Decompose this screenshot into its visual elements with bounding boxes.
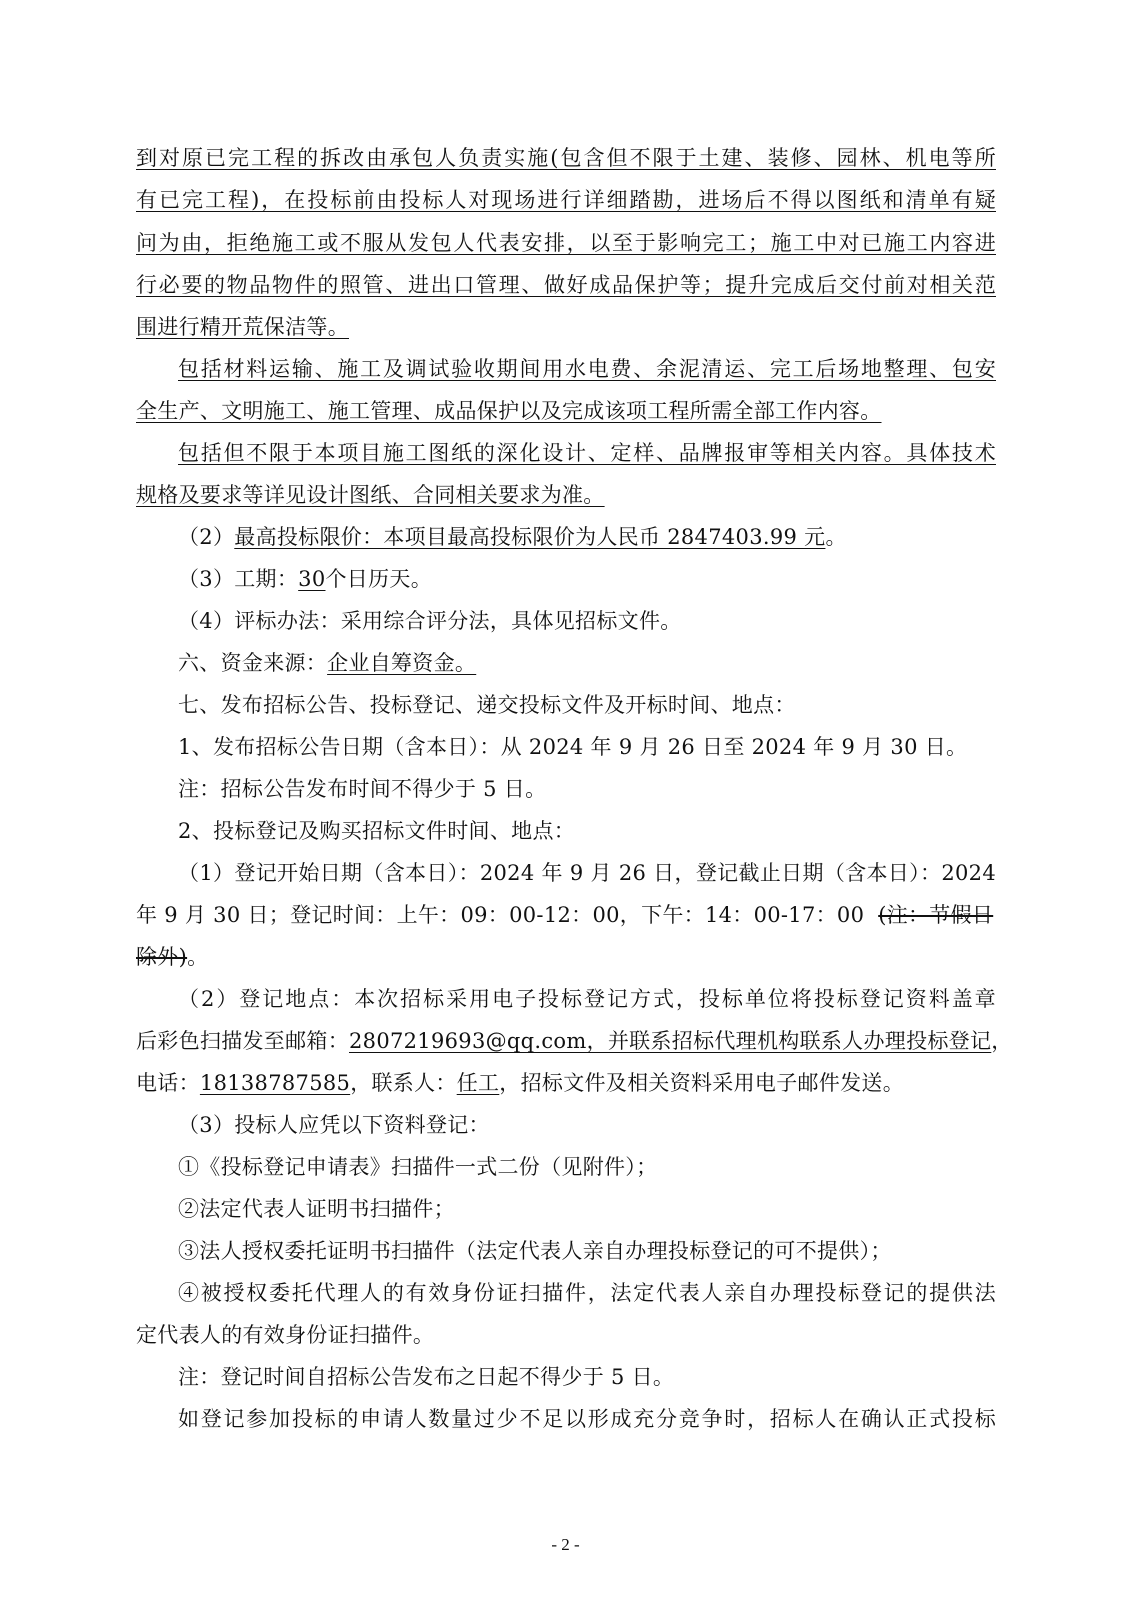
materials-title: （3）投标人应凭以下资料登记： xyxy=(178,1113,490,1137)
material-item: ④被授权委托代理人的有效身份证扫描件，法定代表人亲自办理投标登记的提供法 xyxy=(178,1281,996,1305)
material-item: 定代表人的有效身份证扫描件。 xyxy=(136,1323,435,1347)
reg-place-line: 后彩色扫描发至邮箱：2807219693@qq.com，并联系招标代理机构联系人办理投标登记， xyxy=(136,1029,1013,1053)
body-line: 全生产、文明施工、施工管理、成品保护以及完成该项工程所需全部工作内容。 xyxy=(136,399,882,423)
body-line: 到对原已完工程的拆改由承包人负责实施(包含但不限于土建、装修、园林、机电等所 xyxy=(136,146,996,170)
announce-note-line: 注：招标公告发布时间不得少于 5 日。 xyxy=(178,777,547,801)
body-line: 包括但不限于本项目施工图纸的深化设计、定样、品牌报审等相关内容。具体技术 xyxy=(178,441,996,465)
body-line: 围进行精开荒保洁等。 xyxy=(136,315,349,339)
page-number: - 2 - xyxy=(551,1535,580,1554)
body-line: 行必要的物品物件的照管、进出口管理、做好成品保护等；提升完成后交付前对相关范 xyxy=(136,273,996,297)
funding-value: 企业自筹资金。 xyxy=(327,651,477,675)
reg-time-line: 年 9 月 30 日；登记时间：上午：09：00-12：00，下午：14：00-17：00 (注：节假日 xyxy=(136,903,994,927)
contact-name: 任工 xyxy=(456,1071,500,1095)
section-title: 七、发布招标公告、投标登记、递交投标文件及开标时间、地点： xyxy=(178,693,796,717)
evaluation-line: （4）评标办法：采用综合评分法，具体见招标文件。 xyxy=(178,609,682,633)
duration-days: 30 xyxy=(298,567,326,591)
body-line: 规格及要求等详见设计图纸、合同相关要求为准。 xyxy=(136,483,605,507)
phone-number: 18138787585 xyxy=(199,1071,351,1095)
struck-text: 除外) xyxy=(136,945,188,969)
reg-note-line: 注：登记时间自招标公告发布之日起不得少于 5 日。 xyxy=(178,1365,675,1389)
max-price-value: 最高投标限价：本项目最高投标限价为人民币 2847403.99 元 xyxy=(234,525,826,549)
announce-date-line: 1、发布招标公告日期（含本日）：从 2024 年 9 月 26 日至 2024 年 9 月 30 日。 xyxy=(178,735,968,759)
reg-place-line: 电话：18138787585，联系人：任工，招标文件及相关资料采用电子邮件发送。 xyxy=(136,1071,904,1095)
registration-title: 2、投标登记及购买招标文件时间、地点： xyxy=(178,819,576,843)
funding-line: 六、资金来源：企业自筹资金。 xyxy=(178,651,477,675)
body-line: 包括材料运输、施工及调试验收期间用水电费、余泥清运、完工后场地整理、包安 xyxy=(178,357,996,381)
reg-time-line: （1）登记开始日期（含本日）：2024 年 9 月 26 日，登记截止日期（含本日）：2024 xyxy=(178,861,996,885)
body-line: 如登记参加投标的申请人数量过少不足以形成充分竞争时，招标人在确认正式投标 xyxy=(178,1407,996,1431)
struck-text: (注：节假日 xyxy=(878,903,994,927)
reg-place-line: （2）登记地点：本次招标采用电子投标登记方式，投标单位将投标登记资料盖章 xyxy=(178,987,996,1011)
email-address: 2807219693@qq.com，并联系招标代理机构联系人办理投标登记 xyxy=(349,1029,992,1053)
body-line: 问为由，拒绝施工或不服从发包人代表安排，以至于影响完工；施工中对已施工内容进 xyxy=(136,231,996,255)
body-line: 有已完工程)，在投标前由投标人对现场进行详细踏勘，进场后不得以图纸和清单有疑 xyxy=(136,188,996,212)
reg-time-line: 除外)。 xyxy=(136,945,209,969)
material-item: ③法人授权委托证明书扫描件（法定代表人亲自办理投标登记的可不提供）； xyxy=(178,1239,892,1263)
material-item: ②法定代表人证明书扫描件； xyxy=(178,1197,455,1221)
material-item: ①《投标登记申请表》扫描件一式二份（见附件）； xyxy=(178,1155,658,1179)
max-price-line: （2）最高投标限价：本项目最高投标限价为人民币 2847403.99 元。 xyxy=(178,525,847,549)
duration-line: （3）工期：30个日历天。 xyxy=(178,567,432,591)
